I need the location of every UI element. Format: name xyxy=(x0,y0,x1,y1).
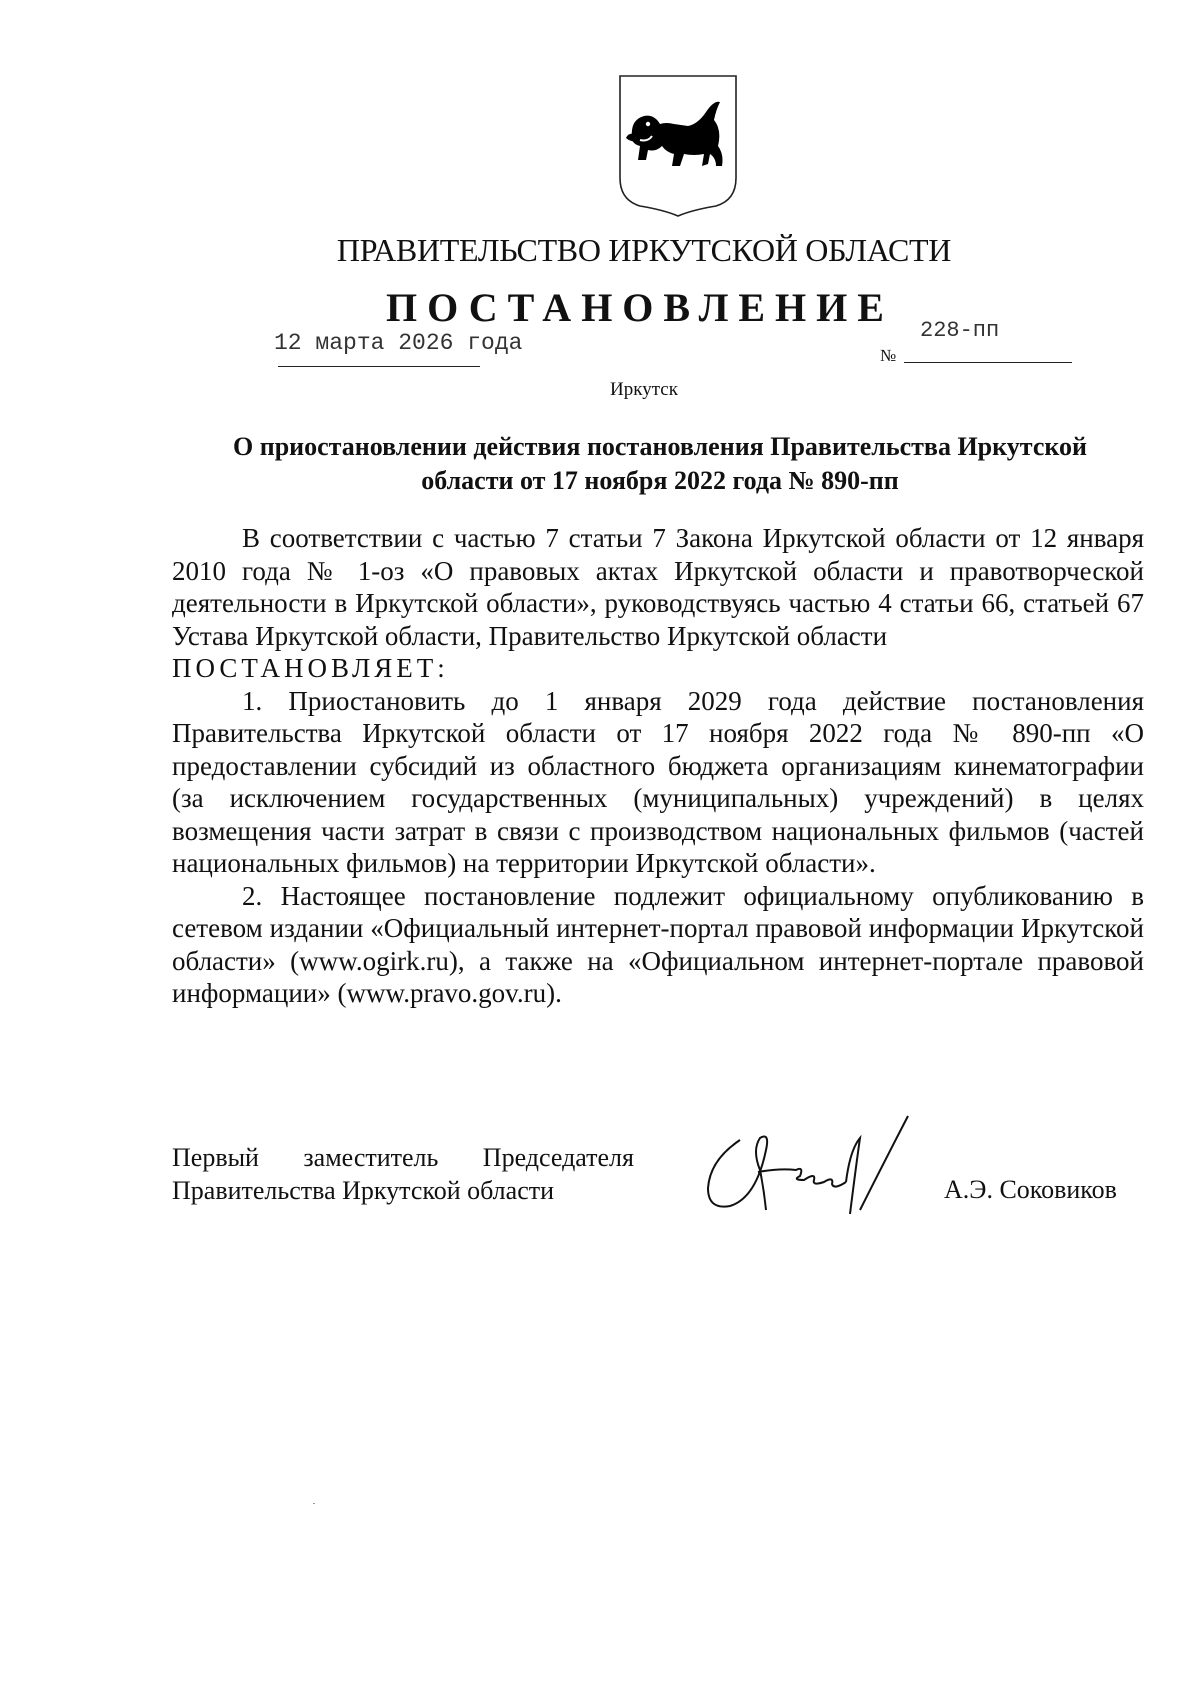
scan-artifact xyxy=(313,1503,315,1504)
document-subject xyxy=(180,430,1140,498)
item-paragraph: 1. Приостановить до 1 января 2029 года действие постановления Правительства Иркутской области от 17 ноября 2022 года № 890-пп «О предоставлении субсидий из областного бюджета организациям кинематографии (за исключением государственных (муниципальных) учреждений) в целях возмещения части затрат в связи с производством национальных фильмов (частей национальных фильмов) на территории Иркутской области». xyxy=(172,685,1144,878)
subject-line: О приостановлении действия постановления Правительства Иркутской xyxy=(233,432,1087,461)
number-label: № xyxy=(880,346,897,365)
preamble-paragraph: В соответствии с частью 7 статьи 7 Закона Иркутской области от 12 января 2010 года № 1-оз «О правовых актах Иркутской области и правотворческой деятельности в Иркутской области», руководствуясь частью 4 статьи 66, статьей 67 Устава Иркутской области, Правительство Иркутской области xyxy=(172,523,1144,651)
position-line: Первый заместитель Председателя xyxy=(172,1143,634,1172)
item-paragraph: 2. Настоящее постановление подлежит официальному опубликованию в сетевом издании «Официальный интернет-портал правовой информации Иркутской области» (www.ogirk.ru), а также на «Официальном интернет-портале правовой информации» (www.pravo.gov.ru). xyxy=(172,880,1144,1008)
signatory-name: А.Э. Соковиков xyxy=(944,1175,1117,1204)
decree-word: ПОСТАНОВЛЯЕТ: xyxy=(172,653,449,683)
document-body xyxy=(172,522,1144,1010)
city-name: Иркутск xyxy=(610,379,678,400)
irkutsk-coat-of-arms-icon xyxy=(618,74,738,218)
position-line: Правительства Иркутской области xyxy=(172,1176,555,1205)
government-title: ПРАВИТЕЛЬСТВО ИРКУТСКОЙ ОБЛАСТИ xyxy=(336,232,952,268)
document-number: 228-пп xyxy=(920,318,1000,343)
document-date: 12 марта 2026 года xyxy=(274,330,523,356)
subject-line: области от 17 ноября 2022 года № 890-пп xyxy=(421,466,899,495)
signatory-position xyxy=(172,1141,634,1207)
document-type-title: ПОСТАНОВЛЕНИЕ xyxy=(386,285,894,330)
handwritten-signature-icon xyxy=(700,1110,920,1220)
